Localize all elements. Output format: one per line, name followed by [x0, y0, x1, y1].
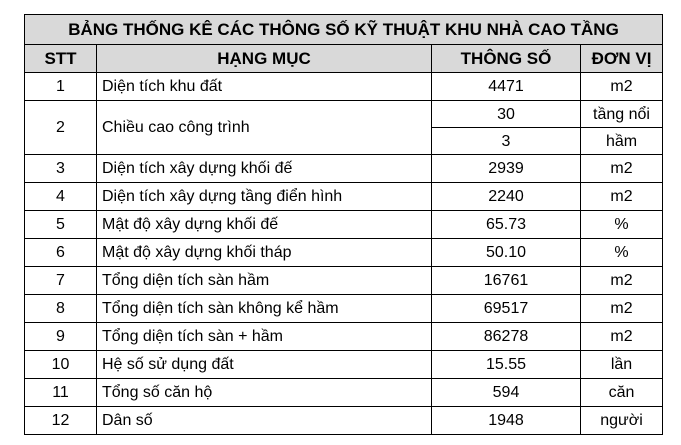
header-value: THÔNG SỐ	[432, 45, 581, 73]
row-unit-secondary: hầm	[581, 128, 663, 155]
row-item: Diện tích xây dựng tầng điển hình	[97, 183, 432, 211]
row-stt: 5	[25, 211, 97, 239]
row-item: Tổng số căn hộ	[97, 379, 432, 407]
row-value: 65.73	[432, 211, 581, 239]
row-value: 15.55	[432, 351, 581, 379]
spec-table	[24, 14, 663, 435]
row-value: 2939	[432, 155, 581, 183]
header-item: HẠNG MỤC	[97, 45, 432, 73]
table-row	[25, 351, 663, 379]
row-value: 16761	[432, 267, 581, 295]
row-unit: m2	[581, 295, 663, 323]
row-unit: %	[581, 211, 663, 239]
row-value: 30	[432, 101, 581, 128]
row-stt: 7	[25, 267, 97, 295]
row-item: Tổng diện tích sàn hầm	[97, 267, 432, 295]
header-stt: STT	[25, 45, 97, 73]
header-row	[25, 45, 663, 73]
row-unit: m2	[581, 73, 663, 101]
table-row	[25, 379, 663, 407]
table-row	[25, 323, 663, 351]
row-unit: m2	[581, 323, 663, 351]
row-value: 4471	[432, 73, 581, 101]
row-stt: 2	[25, 101, 97, 155]
row-value: 594	[432, 379, 581, 407]
row-item: Dân số	[97, 407, 432, 435]
row-item: Diện tích xây dựng khối đế	[97, 155, 432, 183]
table-row	[25, 183, 663, 211]
row-unit: m2	[581, 155, 663, 183]
row-unit: m2	[581, 267, 663, 295]
row-value-secondary: 3	[432, 128, 581, 155]
row-unit: người	[581, 407, 663, 435]
table-row	[25, 267, 663, 295]
row-value: 1948	[432, 407, 581, 435]
table-row	[25, 407, 663, 435]
row-unit: căn	[581, 379, 663, 407]
header-unit: ĐƠN VỊ	[581, 45, 663, 73]
table-row	[25, 155, 663, 183]
row-stt: 9	[25, 323, 97, 351]
row-unit: tầng nổi	[581, 101, 663, 128]
table-row	[25, 239, 663, 267]
title-row	[25, 15, 663, 45]
row-stt: 3	[25, 155, 97, 183]
row-item: Mật độ xây dựng khối tháp	[97, 239, 432, 267]
row-stt: 8	[25, 295, 97, 323]
row-stt: 4	[25, 183, 97, 211]
row-stt: 1	[25, 73, 97, 101]
row-stt: 11	[25, 379, 97, 407]
row-item: Tổng diện tích sàn không kể hầm	[97, 295, 432, 323]
table-row	[25, 73, 663, 101]
row-item: Mật độ xây dựng khối đế	[97, 211, 432, 239]
row-item: Hệ số sử dụng đất	[97, 351, 432, 379]
spec-table-container	[24, 14, 663, 435]
row-item: Chiều cao công trình	[97, 101, 432, 155]
row-unit: lần	[581, 351, 663, 379]
table-title: BẢNG THỐNG KÊ CÁC THÔNG SỐ KỸ THUẬT KHU NHÀ CAO TẦNG	[25, 15, 663, 45]
row-value: 50.10	[432, 239, 581, 267]
row-stt: 10	[25, 351, 97, 379]
row-unit: %	[581, 239, 663, 267]
table-row	[25, 101, 663, 128]
table-row	[25, 295, 663, 323]
row-value: 2240	[432, 183, 581, 211]
table-row	[25, 211, 663, 239]
row-unit: m2	[581, 183, 663, 211]
row-item: Diện tích khu đất	[97, 73, 432, 101]
row-value: 86278	[432, 323, 581, 351]
row-stt: 6	[25, 239, 97, 267]
row-value: 69517	[432, 295, 581, 323]
row-stt: 12	[25, 407, 97, 435]
row-item: Tổng diện tích sàn + hầm	[97, 323, 432, 351]
